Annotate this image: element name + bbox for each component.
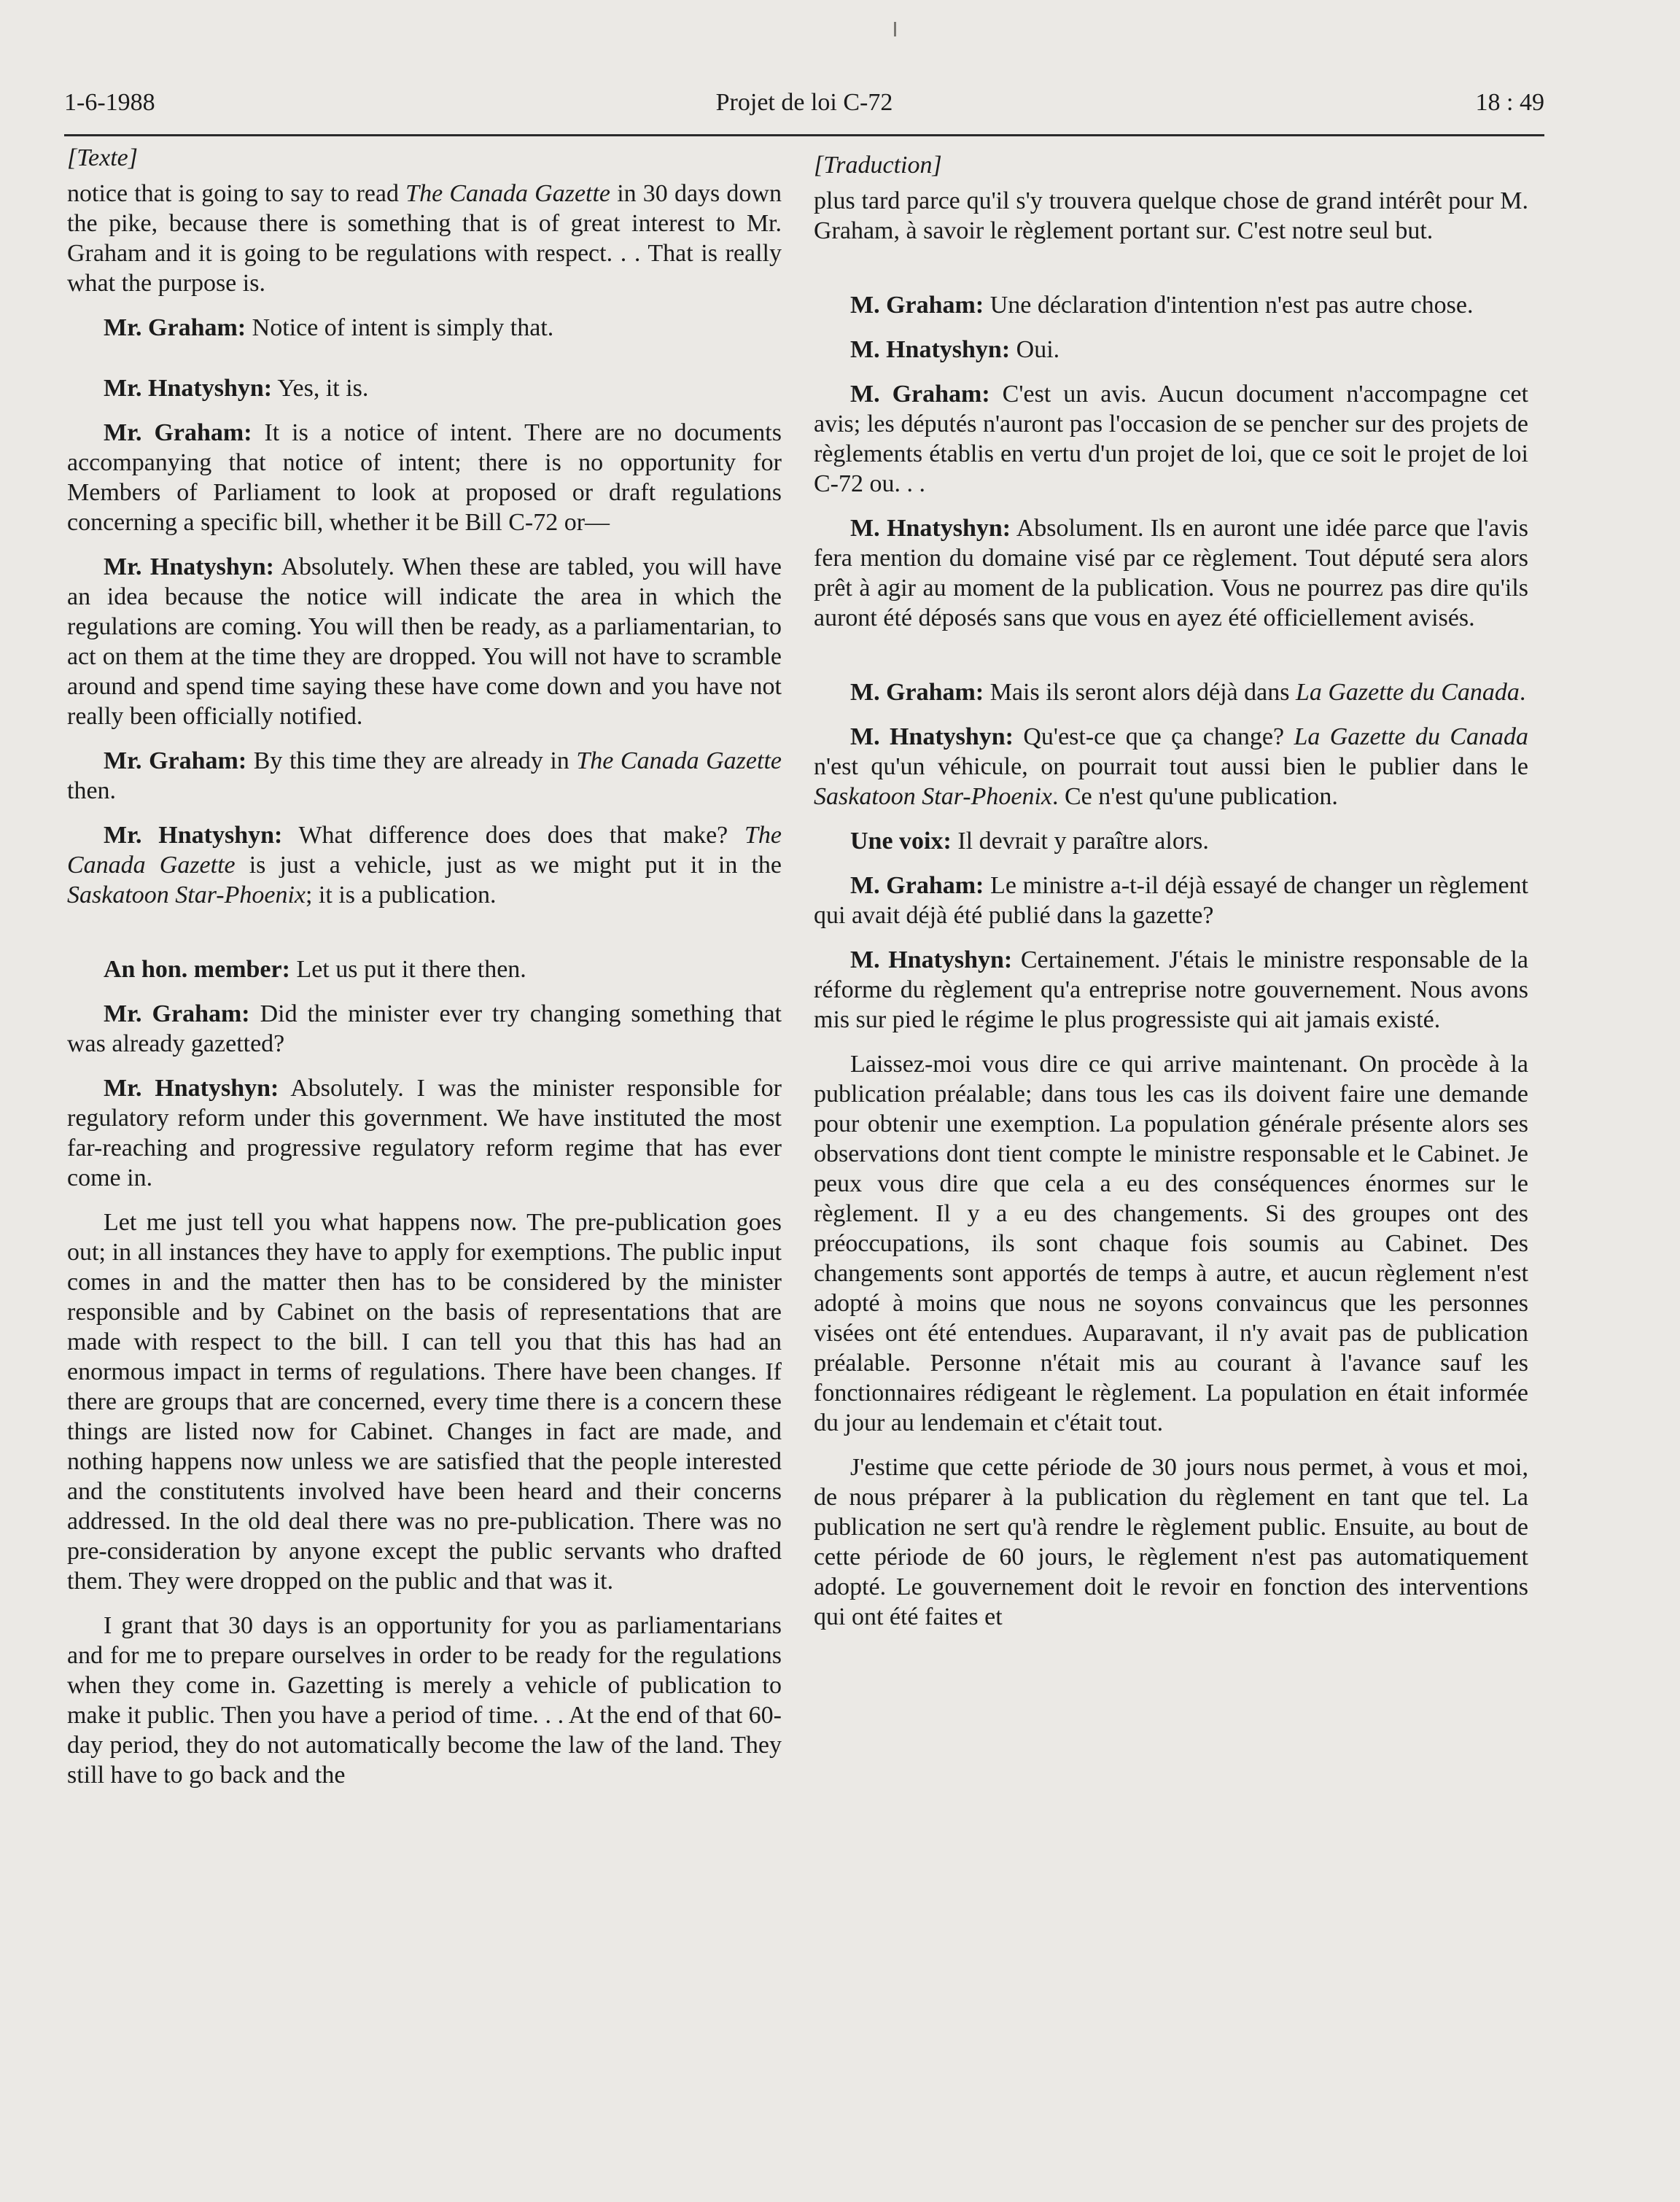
text-run: By this time they are already in	[246, 747, 577, 774]
text-run: Let us put it there then.	[289, 956, 526, 983]
right-paragraph-11: Laissez-moi vous dire ce qui arrive maintenant. On procède à la publication préalable; dans tous les cas ils doivent faire une demande pour obtenir une exemption. La population générale présente alors ses observations dont tient compte le ministre responsable et le Cabinet. Je peux vous dire que cela a eu des conséquences énormes sur le règlement. Il y a eu des changements. Si des groupes ont des préoccupations, ils sont chaque fois soumis au Cabinet. Des changements sont apportés de temps à autre, et aucun règlement n'est adopté à moins que nous ne soyons convaincus que les personnes visées ont été entendues. Auparavant, il n'y avait pas de publication préalable. Personne n'était mis au courant à l'avance sauf les fonctionnaires rédigeant le règlement. La population en était informée du jour au lendemain et c'était tout.	[814, 1051, 1528, 1436]
right-paragraph-3	[814, 335, 1528, 365]
english-column	[67, 143, 782, 1805]
speaker-name: Mr. Hnatyshyn:	[104, 375, 273, 402]
text-run: in 30 days down the pike, because there is something that is of great interest to Mr. Graham and it is going to be regulations with respect. . . That is really what the purpose is.	[67, 180, 782, 297]
right-paragraph-8	[814, 826, 1528, 856]
text-run: Did the minister ever try changing something that was already gazetted?	[67, 1000, 782, 1057]
left-paragraph-4	[67, 418, 782, 537]
speaker-name: Mr. Graham:	[104, 314, 246, 341]
text-run: Une déclaration d'intention n'est pas autre chose.	[984, 292, 1474, 319]
text-run: Yes, it is.	[272, 375, 369, 402]
speaker-name: Mr. Hnatyshyn:	[104, 1075, 279, 1102]
spacer	[814, 647, 1528, 677]
text-run: Certainement. J'étais le ministre responsable de la réforme du règlement qu'a entreprise notre gouvernement. Nous avons mis sur pied le régime le plus progressiste qui ait jamais existé.	[814, 946, 1528, 1033]
text-run: Absolument. Ils en auront une idée parce que l'avis fera mention du domaine visé par ce règlement. Tout député sera alors prêt à agir au moment de la publication. Vous ne pourrez pas dire qu'ils auront été déposés sans que vous en ayez été officiellement avisés.	[814, 515, 1528, 631]
text-run: .	[1519, 679, 1526, 706]
text-run: C'est un avis. Aucun document n'accompagne cet avis; les députés n'auront pas l'occasion de se pencher sur des projets de règlements établis en vertu d'un projet de loi, que ce soit le projet de loi C-72 ou. . .	[814, 381, 1528, 497]
header-page-number: 18 : 49	[1475, 89, 1544, 116]
text-run: Absolutely. I was the minister responsible for regulatory reform under this government. We have instituted the most far-reaching and progressive regulatory reform regime that has ever come in.	[67, 1075, 782, 1191]
italic-run: The Canada Gazette	[405, 180, 611, 207]
spacer	[67, 925, 782, 954]
spacer	[67, 357, 782, 373]
right-paragraph-1: plus tard parce qu'il s'y trouvera quelque chose de grand intérêt pour M. Graham, à savoir le règlement portant sur. C'est notre seul but.	[814, 187, 1528, 244]
text-run: . Ce n'est qu'une publication.	[1051, 783, 1338, 810]
left-paragraph-2	[67, 313, 782, 343]
header-date: 1-6-1988	[64, 89, 155, 116]
right-paragraph-4	[814, 379, 1528, 499]
speaker-name: M. Graham:	[850, 381, 990, 408]
text-run: Il devrait y paraître alors.	[951, 828, 1209, 855]
text-run: Notice of intent is simply that.	[246, 314, 554, 341]
left-paragraph-9	[67, 999, 782, 1059]
right-paragraph-5	[814, 513, 1528, 633]
speaker-name: Mr. Graham:	[104, 419, 252, 446]
speaker-name: M. Hnatyshyn:	[850, 336, 1011, 363]
italic-run: Saskatoon Star-Phoenix	[67, 882, 306, 909]
speaker-name: An hon. member:	[104, 956, 290, 983]
speaker-name: M. Graham:	[850, 679, 984, 706]
text-run: then.	[67, 777, 117, 804]
left-paragraph-8	[67, 954, 782, 984]
left-paragraph-1	[67, 179, 782, 298]
text-run: Absolutely. When these are tabled, you will have an idea because the notice will indicate the area in which the regulations are coming. You will then be ready, as a parliamentarian, to act on them at the time they are dropped. You will not have to scramble around and spend time saying these have come down and you have not really been officially notified.	[67, 553, 782, 730]
speaker-name: M. Hnatyshyn:	[850, 723, 1014, 750]
text-run: Oui.	[1010, 336, 1060, 363]
text-run: Le ministre a-t-il déjà essayé de changer un règlement qui avait déjà été publié dans la gazette?	[814, 872, 1528, 929]
left-paragraph-10	[67, 1073, 782, 1193]
text-run: Qu'est-ce que ça change?	[1014, 723, 1294, 750]
italic-run: The Canada Gazette	[576, 747, 782, 774]
speaker-name: Mr. Graham:	[104, 747, 247, 774]
speaker-name: Une voix:	[850, 828, 952, 855]
text-run: is just a vehicle, just as we might put it in the	[235, 852, 782, 879]
speaker-name: M. Hnatyshyn:	[850, 515, 1011, 542]
column-tag-texte: [Texte]	[67, 144, 138, 171]
speaker-name: Mr. Hnatyshyn:	[104, 553, 274, 580]
spacer	[814, 260, 1528, 290]
column-tag-traduction: [Traduction]	[814, 152, 942, 179]
right-paragraph-9	[814, 871, 1528, 930]
left-paragraph-3	[67, 373, 782, 403]
text-run: It is a notice of intent. There are no documents accompanying that notice of intent; there is no opportunity for Members of Parliament to look at proposed or draft regulations concerning a specific bill, whether it be Bill C-72 or—	[67, 419, 782, 536]
left-paragraph-7	[67, 820, 782, 910]
margin-mark	[894, 22, 896, 36]
text-run: n'est qu'un véhicule, on pourrait tout aussi bien le publier dans le	[814, 753, 1528, 780]
right-paragraph-2	[814, 290, 1528, 320]
speaker-name: Mr. Graham:	[104, 1000, 250, 1027]
text-run: What difference does does that make?	[282, 822, 744, 849]
right-paragraph-7	[814, 722, 1528, 812]
right-paragraph-6	[814, 677, 1528, 707]
speaker-name: M. Graham:	[850, 292, 984, 319]
right-paragraph-12: J'estime que cette période de 30 jours nous permet, à vous et moi, de nous préparer à la publication du règlement en tant que tel. La publication ne sert qu'à rendre le règlement public. Ensuite, au bout de cette période de 60 jours, le règlement n'est pas automatiquement adopté. Le gouvernement doit le revoir en fonction des interventions qui ont été faites et	[814, 1454, 1528, 1630]
italic-run: La Gazette du Canada	[1295, 679, 1520, 706]
french-column	[814, 143, 1528, 1646]
left-paragraph-5	[67, 552, 782, 731]
text-run: notice that is going to say to read	[67, 180, 406, 207]
left-paragraph-6	[67, 746, 782, 806]
italic-run: La Gazette du Canada	[1294, 723, 1529, 750]
right-paragraph-10	[814, 945, 1528, 1035]
left-paragraph-12: I grant that 30 days is an opportunity for you as parliamentarians and for me to prepare ourselves in order to be ready for the regulations when they come in. Gazetting is merely a vehicle of publication to make it public. Then you have a period of time. . . At the end of that 60-day period, they do not automatically become the law of the land. They still have to go back and the	[67, 1612, 782, 1789]
text-run: Mais ils seront alors déjà dans	[984, 679, 1296, 706]
page-header	[64, 86, 1544, 136]
left-paragraph-11: Let me just tell you what happens now. The pre-publication goes out; in all instances they have to apply for exemptions. The public input comes in and the matter then has to be considered by the minister responsible and by Cabinet on the basis of representations that are made with respect to the bill. I can tell you that this has had an enormous impact in terms of regulations. There have been changes. If there are groups that are concerned, every time there is a concern these things are listed now for Cabinet. Changes in fact are made, and nothing happens now unless we are satisfied that the people interested and the constitutents involved have been heard and their concerns addressed. In the old deal there was no pre-publication. There was no pre-consideration by anyone except the public servants who drafted them. They were dropped on the public and that was it.	[67, 1209, 782, 1595]
speaker-name: M. Hnatyshyn:	[850, 946, 1013, 973]
italic-run: The Canada Gazette	[67, 822, 782, 879]
italic-run: Saskatoon Star-Phoenix	[814, 783, 1052, 810]
text-run: ; it is a publication.	[305, 882, 497, 909]
speaker-name: M. Graham:	[850, 872, 984, 899]
header-title: Projet de loi C-72	[715, 89, 893, 116]
speaker-name: Mr. Hnatyshyn:	[104, 822, 283, 849]
